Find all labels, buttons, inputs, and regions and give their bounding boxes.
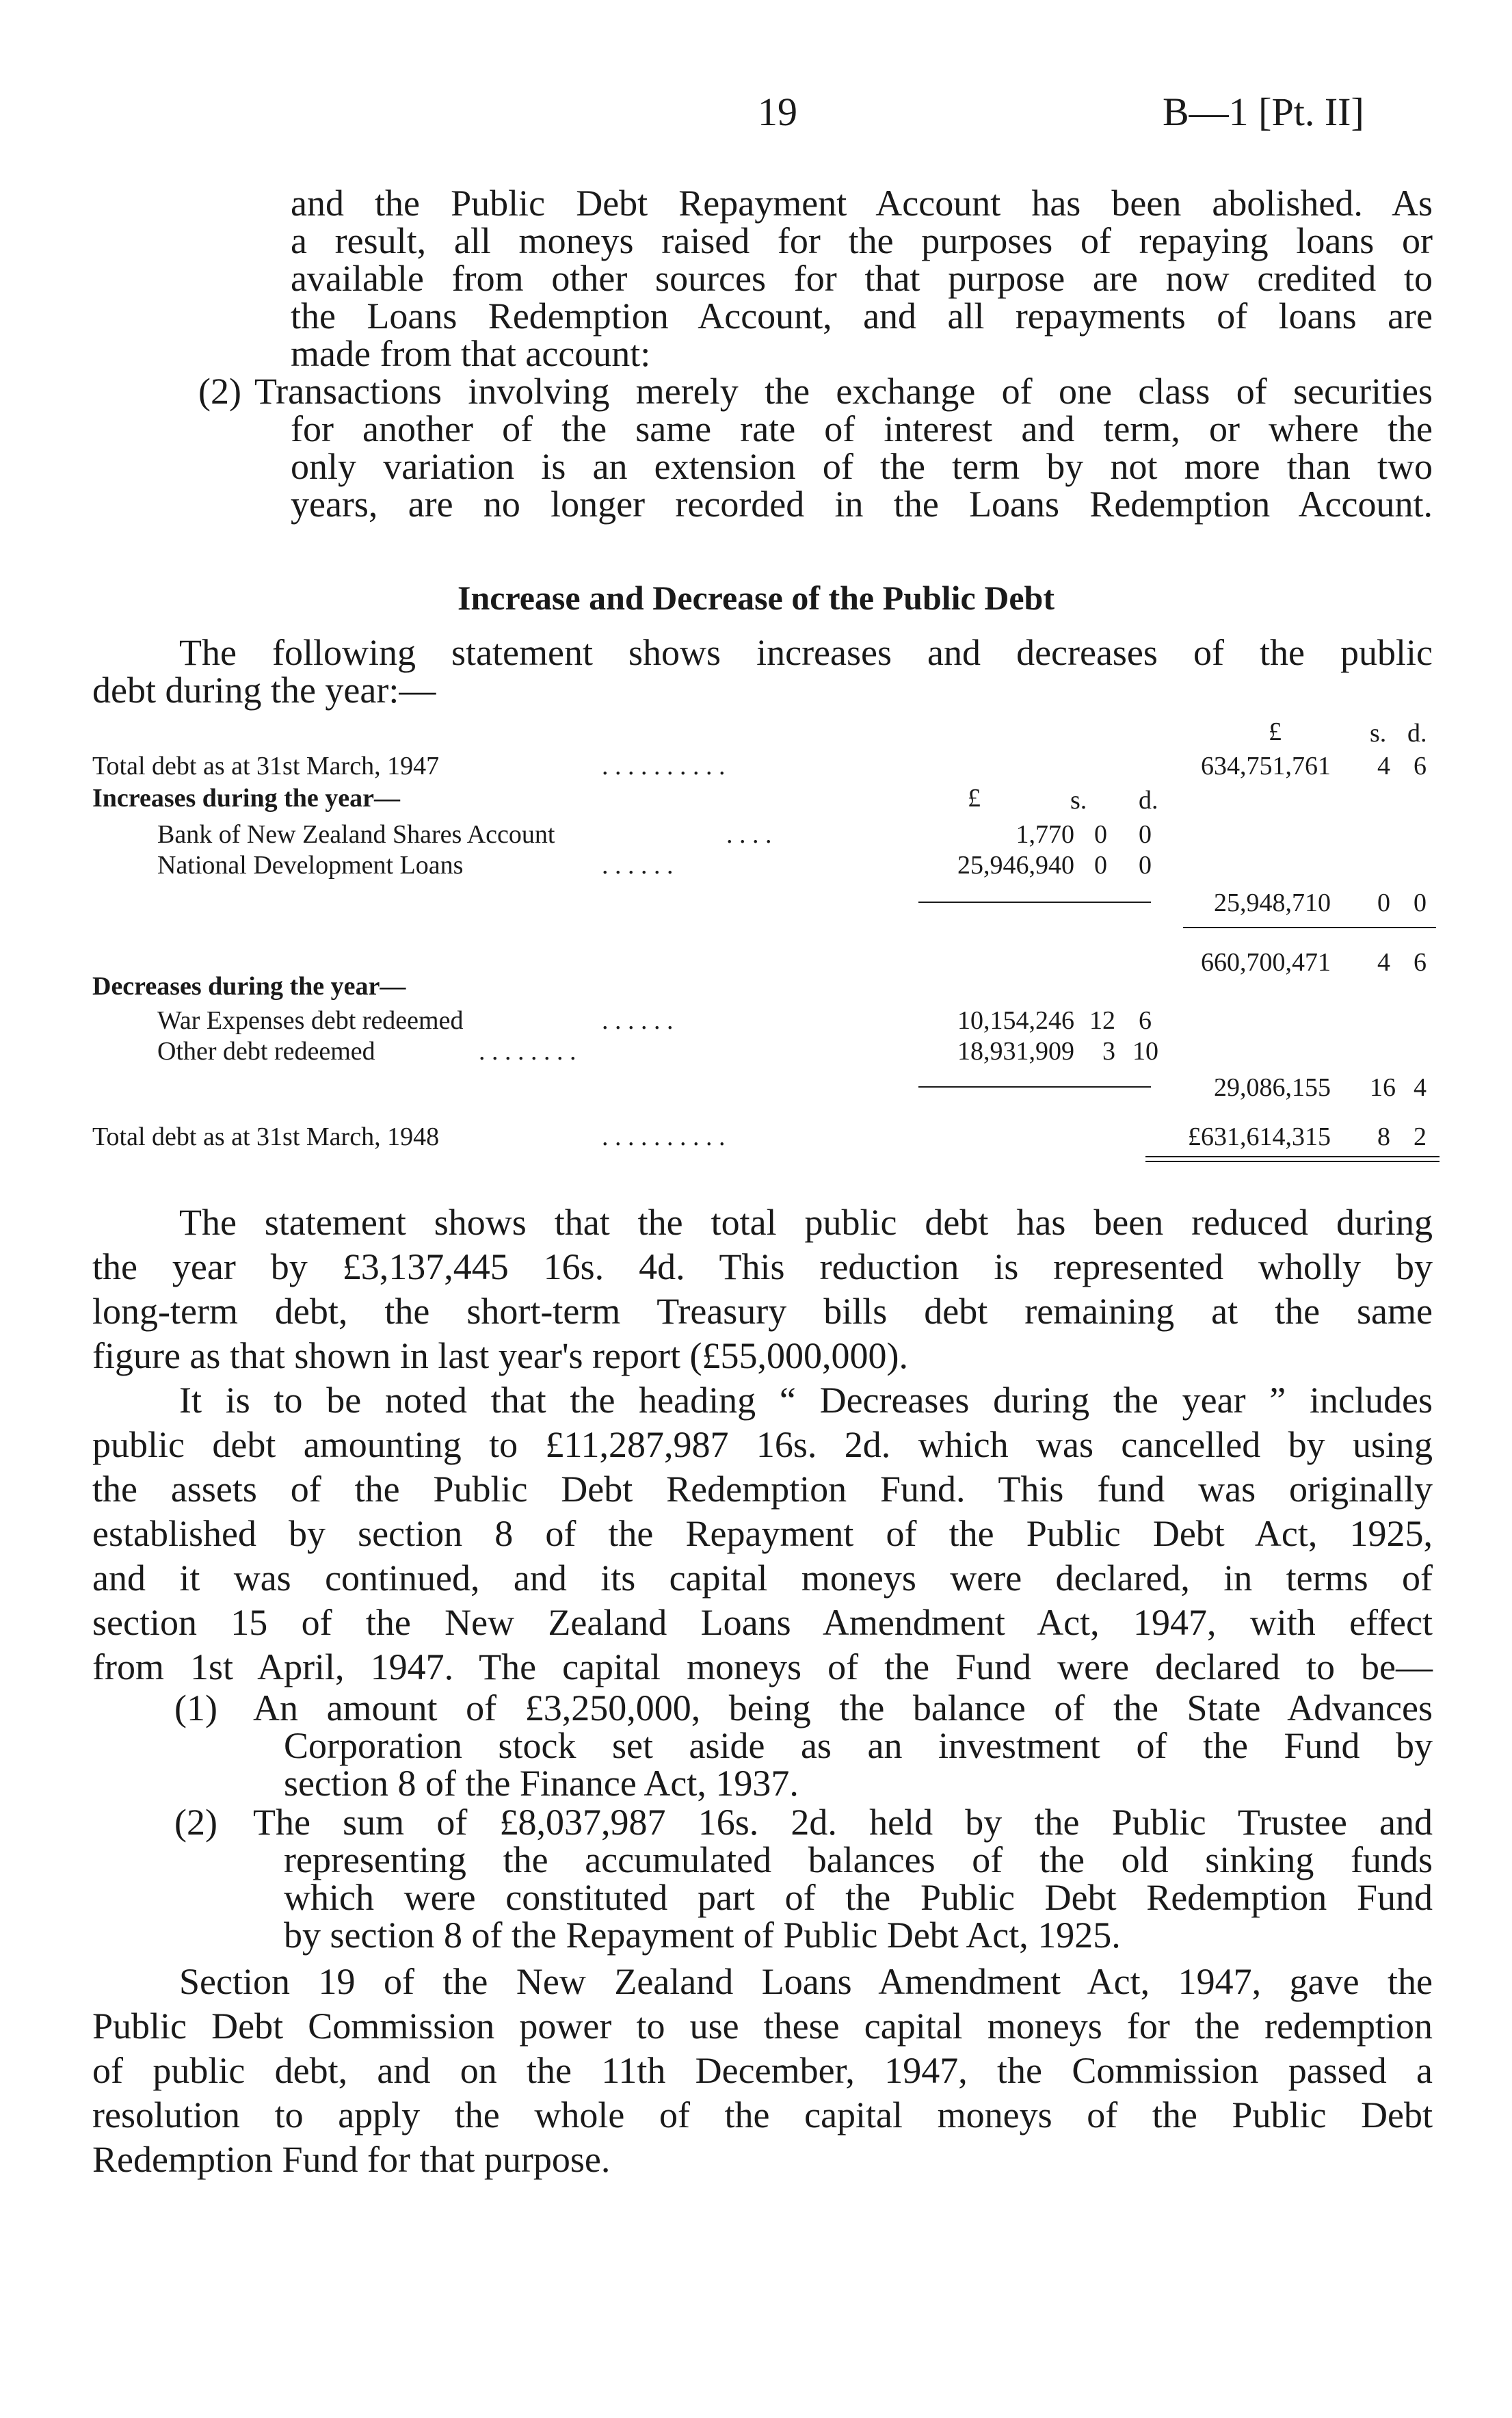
- cell-pounds: 10,154,246: [957, 1006, 1074, 1035]
- text-line: Transactions involving merely the exchange of one class of securities: [254, 371, 1433, 412]
- total-1947-pounds: 634,751,761: [1201, 752, 1331, 780]
- increases-subtotal-pounds: 25,948,710: [1214, 889, 1331, 917]
- mid-header-d: d.: [1139, 786, 1158, 815]
- row-label: National Development Loans: [157, 851, 464, 880]
- dot-leaders: . . . . . . . . . .: [602, 752, 726, 780]
- decreases-subtotal-d: 4: [1414, 1073, 1427, 1102]
- text-line: made from that account:: [291, 333, 651, 374]
- dot-leaders: . . . . . .: [602, 851, 674, 880]
- cell-pounds: 25,946,940: [957, 851, 1074, 880]
- text-line: years, are no longer recorded in the Loans Redemption Account.: [291, 484, 1433, 525]
- dot-leaders: . . . .: [726, 820, 772, 849]
- total-1947-s: 4: [1377, 752, 1390, 780]
- dot-leaders: . . . . . .: [602, 1006, 674, 1035]
- cell-pounds: 18,931,909: [957, 1037, 1074, 1066]
- text-line: the Loans Redemption Account, and all repayments of loans are: [291, 295, 1433, 337]
- list-number: (2): [198, 371, 241, 412]
- text-line: section 8 of the Finance Act, 1937.: [284, 1763, 799, 1804]
- total-1948-s: 8: [1377, 1122, 1390, 1151]
- text-line: by section 8 of the Repayment of Public Debt Act, 1925.: [284, 1915, 1121, 1956]
- mid-header-s: s.: [1070, 786, 1087, 815]
- decreases-subtotal-pounds: 29,086,155: [1214, 1073, 1331, 1102]
- text-line: figure as that shown in last year's report (£55,000,000).: [92, 1335, 908, 1376]
- text-line: the assets of the Public Debt Redemption Fund. This fund was originally: [92, 1469, 1433, 1510]
- cell-d: 0: [1139, 851, 1152, 880]
- total-1948-pounds: £631,614,315: [1188, 1122, 1331, 1151]
- page-number: 19: [758, 90, 797, 134]
- row-label: Total debt as at 31st March, 1947: [92, 752, 440, 780]
- text-line: Public Debt Commission power to use these capital moneys for the redemption: [92, 2006, 1433, 2047]
- text-line: available from other sources for that purpose are now credited to: [291, 258, 1433, 299]
- dot-leaders: . . . . . . . .: [479, 1037, 576, 1066]
- row-label: Bank of New Zealand Shares Account: [157, 820, 555, 849]
- list-number: (2): [174, 1802, 217, 1843]
- increases-heading: Increases during the year—: [92, 784, 400, 813]
- increases-subtotal-s: 0: [1377, 889, 1390, 917]
- text-line: It is to be noted that the heading “ Decreases during the year ” includes: [179, 1380, 1433, 1421]
- text-line: Section 19 of the New Zealand Loans Amendment Act, 1947, gave the: [179, 1961, 1433, 2002]
- cell-s: 0: [1094, 851, 1107, 880]
- cell-d: 10: [1132, 1037, 1158, 1066]
- running-total-d: 6: [1414, 948, 1427, 977]
- text-line: a result, all moneys raised for the purposes of repaying loans or: [291, 220, 1433, 261]
- cell-s: 0: [1094, 820, 1107, 849]
- cell-s: 12: [1089, 1006, 1115, 1035]
- text-line: representing the accumulated balances of the old sinking funds: [284, 1839, 1433, 1880]
- list-number: (1): [174, 1687, 217, 1729]
- header-pound: £: [1269, 718, 1282, 746]
- total-1948-d: 2: [1414, 1122, 1427, 1151]
- text-line: section 15 of the New Zealand Loans Amendment Act, 1947, with effect: [92, 1602, 1433, 1643]
- section-heading: Increase and Decrease of the Public Debt: [457, 579, 1055, 617]
- decreases-heading: Decreases during the year—: [92, 972, 406, 1001]
- text-line: and it was continued, and its capital moneys were declared, in terms of: [92, 1558, 1433, 1599]
- document-reference: B—1 [Pt. II]: [1163, 90, 1364, 134]
- increases-subtotal-d: 0: [1414, 889, 1427, 917]
- text-line: debt during the year:—: [92, 670, 436, 711]
- total-rule: [1183, 927, 1436, 928]
- subtotal-rule: [918, 902, 1151, 903]
- subtotal-rule: [918, 1086, 1151, 1088]
- mid-header-pound: £: [968, 784, 981, 813]
- text-line: resolution to apply the whole of the capital moneys of the Public Debt: [92, 2094, 1433, 2136]
- cell-pounds: 1,770: [1016, 820, 1074, 849]
- text-line: long-term debt, the short-term Treasury bills debt remaining at the same: [92, 1291, 1433, 1332]
- row-label: Total debt as at 31st March, 1948: [92, 1122, 440, 1151]
- text-line: The statement shows that the total public debt has been reduced during: [179, 1202, 1433, 1243]
- text-line: from 1st April, 1947. The capital moneys of the Fund were declared to be—: [92, 1646, 1433, 1687]
- dot-leaders: . . . . . . . . . .: [602, 1122, 726, 1151]
- text-line: for another of the same rate of interest and term, or where the: [291, 408, 1433, 449]
- text-line: established by section 8 of the Repayment of the Public Debt Act, 1925,: [92, 1513, 1433, 1554]
- header-d: d.: [1407, 719, 1427, 748]
- text-line: The sum of £8,037,987 16s. 2d. held by the Public Trustee and: [253, 1802, 1433, 1843]
- decreases-subtotal-s: 16: [1370, 1073, 1396, 1102]
- total-1947-d: 6: [1414, 752, 1427, 780]
- double-rule: [1145, 1156, 1440, 1157]
- cell-d: 6: [1139, 1006, 1152, 1035]
- running-total-pounds: 660,700,471: [1201, 948, 1331, 977]
- text-line: only variation is an extension of the term by not more than two: [291, 446, 1433, 487]
- text-line: public debt amounting to £11,287,987 16s. 2d. which was cancelled by using: [92, 1424, 1433, 1465]
- text-line: An amount of £3,250,000, being the balance of the State Advances: [253, 1687, 1433, 1729]
- text-line: the year by £3,137,445 16s. 4d. This reduction is represented wholly by: [92, 1246, 1433, 1287]
- text-line: Corporation stock set aside as an investment of the Fund by: [284, 1725, 1433, 1766]
- text-line: of public debt, and on the 11th December, 1947, the Commission passed a: [92, 2050, 1433, 2091]
- running-total-s: 4: [1377, 948, 1390, 977]
- double-rule: [1145, 1161, 1440, 1162]
- text-line: and the Public Debt Repayment Account has been abolished. As: [291, 183, 1433, 224]
- header-s: s.: [1370, 719, 1387, 748]
- row-label: Other debt redeemed: [157, 1037, 375, 1066]
- text-line: The following statement shows increases and decreases of the public: [179, 632, 1433, 673]
- text-line: Redemption Fund for that purpose.: [92, 2139, 611, 2180]
- cell-d: 0: [1139, 820, 1152, 849]
- text-line: which were constituted part of the Public Debt Redemption Fund: [284, 1877, 1433, 1918]
- row-label: War Expenses debt redeemed: [157, 1006, 464, 1035]
- cell-s: 3: [1102, 1037, 1115, 1066]
